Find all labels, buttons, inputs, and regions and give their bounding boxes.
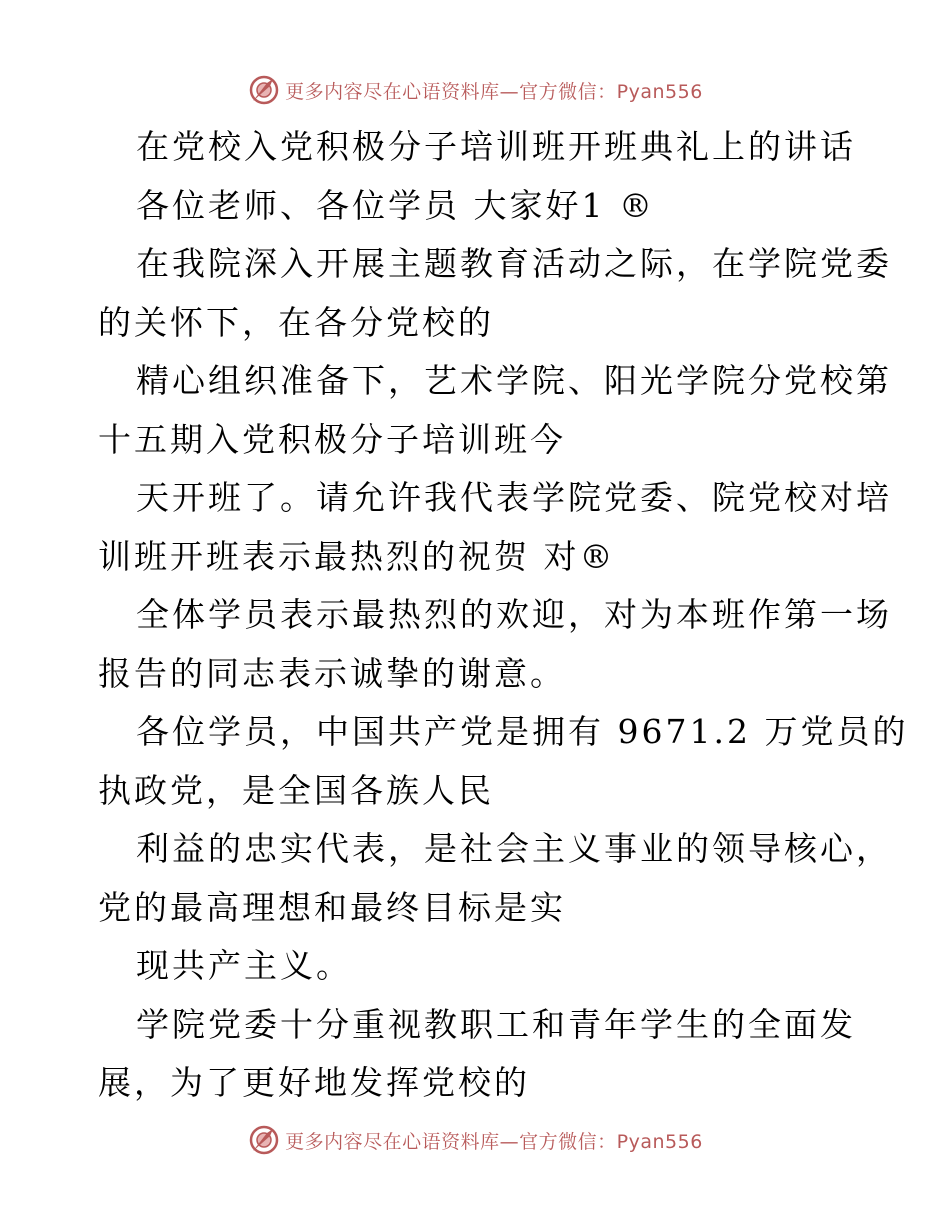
text-line: 在党校入党积极分子培训班开班典礼上的讲话 <box>136 127 856 166</box>
pen-logo-icon <box>247 1123 281 1157</box>
watermark-text: 更多内容尽在心语资料库—官方微信：Pyan556 <box>285 80 703 103</box>
text-line: 的关怀下，在各分党校的 <box>98 302 494 342</box>
text-line: 报告的同志表示诚挚的谢意。 <box>98 653 566 693</box>
text-line: 各位学员，中国共产党是拥有 9671.2 万党员的 <box>136 712 909 751</box>
text-line: 十五期入党积极分子培训班今 <box>98 419 566 459</box>
text-line: 全体学员表示最热烈的欢迎，对为本班作第一场 <box>136 595 892 634</box>
text-line: 现共产主义。 <box>136 946 352 985</box>
footer-watermark <box>0 1120 950 1160</box>
text-line: 利益的忠实代表，是社会主义事业的领导核心， <box>136 829 892 868</box>
watermark-text: 更多内容尽在心语资料库—官方微信：Pyan556 <box>285 1130 703 1153</box>
text-line: 各位老师、各位学员 大家好1 ® <box>136 185 655 225</box>
text-line: 精心组织准备下，艺术学院、阳光学院分党校第 <box>136 361 892 400</box>
text-line: 党的最高理想和最终目标是实 <box>98 887 566 927</box>
text-line: 学院党委十分重视教职工和青年学生的全面发 <box>136 1004 856 1044</box>
document-body <box>98 118 909 1113</box>
text-line: 展，为了更好地发挥党校的 <box>98 1063 530 1102</box>
text-line: 天开班了。请允许我代表学院党委、院党校对培 <box>136 478 892 517</box>
text-line: 在我院深入开展主题教育活动之际，在学院党委 <box>136 244 892 283</box>
text-line: 训班开班表示最热烈的祝贺 对® <box>98 536 616 576</box>
header-watermark <box>0 70 950 110</box>
pen-logo-icon <box>247 73 281 107</box>
text-line: 执政党，是全国各族人民 <box>98 770 494 810</box>
